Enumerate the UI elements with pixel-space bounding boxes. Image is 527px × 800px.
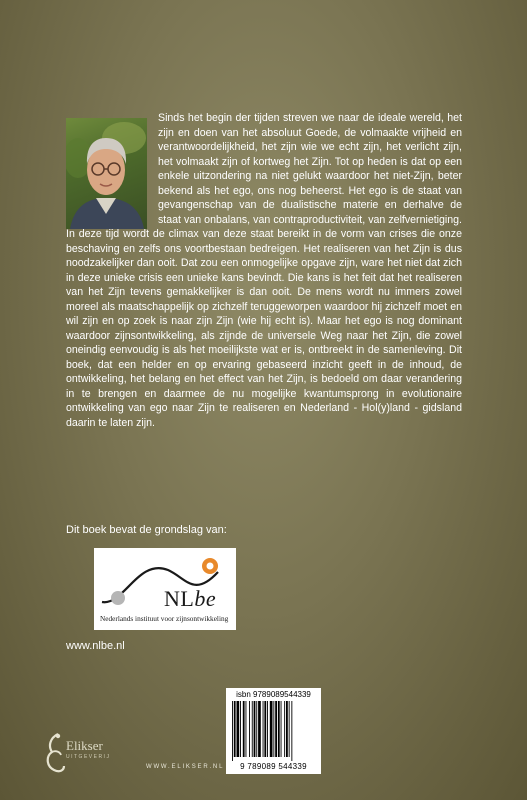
barcode-bar bbox=[267, 701, 268, 757]
logo-caption: Nederlands instituut voor zijnsontwikkeling bbox=[100, 614, 229, 623]
barcode-bar bbox=[256, 701, 257, 757]
logo-wordmark bbox=[164, 586, 216, 612]
barcode-bar bbox=[264, 701, 266, 757]
website-link[interactable]: www.nlbe.nl bbox=[66, 640, 125, 652]
barcode-bar bbox=[252, 701, 253, 757]
publisher-website[interactable]: WWW.ELIKSER.NL bbox=[146, 764, 225, 770]
back-cover-paragraph: Sinds het begin der tijden streven we naar de ideale wereld, het zijn en doen van het absoluut Goede, de volmaakte vrijheid en verantwoordelijkheid, het zijn wie we echt zijn, het verlicht zijn, het volmaakt zijn of kortweg het Zijn. Tot op heden is dat op een enkele uitzondering na niet gelukt waardoor het niet-Zijn, beter bekend als het ego, ons nog beheerst. Het ego is de staat van gevangenschap van de dualistische materie en derhalve de staat van onbalans, van contraproductiviteit, van zelfvernietiging. In deze tijd wordt de climax van deze staat bereikt in de vorm van crises die onze beschaving en zelfs ons voortbestaan bedreigen. Het realiseren van het Zijn is dus noodzakelijker dan ooit. Dat zou een onmogelijke opgave zijn, ware het niet dat zich in deze unieke crisis een unieke kans bevindt. Die kans is het feit dat het realiseren van het Zijn tevens gemakkelijker is dan ooit. De mens wordt nu immers zowel moreel als maatschappelijk op zichzelf teruggeworpen waardoor hij zichzelf moet en wil zijn en op zoek is naar zijn Zijn (wie hij echt is). Maar het ego is nog dominant waardoor zijnsontwikkeling, als zijnde de universele Weg naar het Zijn, die zowel oneindig eenvoudig is als het moeilijkste wat er is, ontbreekt in de samenleving. Dit boek, dat een helder en op ervaring gebaseerd inzicht geeft in de inhoud, de ontwikkeling, het belang en het effect van het Zijn, is bedoeld om daar verandering in te brengen en daarmee de nu mogelijke kwantumsprong in evolutionaire ontwikkeling van ego naar Zijn te realiseren en Nederland - Hol(y)land - gidsland daarin te laten zijn. bbox=[66, 112, 462, 429]
barcode-bar bbox=[263, 701, 264, 757]
publisher-name: Elikser bbox=[66, 738, 103, 753]
barcode-bar bbox=[254, 701, 256, 757]
barcode-bar bbox=[237, 701, 240, 757]
back-cover-text bbox=[66, 111, 462, 430]
isbn-barcode bbox=[226, 688, 321, 774]
isbn-digits: 9 789089 544339 bbox=[240, 762, 307, 771]
barcode-bar bbox=[286, 701, 288, 757]
nlbe-logo bbox=[94, 548, 236, 630]
barcode-bar bbox=[232, 701, 233, 761]
barcode-bar bbox=[249, 701, 250, 757]
photo-spacer bbox=[66, 111, 158, 227]
barcode-bar bbox=[234, 701, 236, 757]
publisher-subtitle: UITGEVERIJ bbox=[66, 754, 111, 760]
barcode-bars bbox=[232, 701, 315, 761]
foundation-intro: Dit boek bevat de grondslag van: bbox=[66, 524, 227, 536]
barcode-bar bbox=[258, 701, 261, 757]
logo-be-text: be bbox=[194, 586, 217, 611]
barcode-bar bbox=[291, 701, 292, 761]
barcode-bar bbox=[281, 701, 282, 757]
barcode-bar bbox=[243, 701, 245, 757]
elikser-logo-icon bbox=[44, 730, 66, 776]
barcode-bar bbox=[270, 701, 273, 757]
barcode-bar bbox=[246, 701, 247, 757]
logo-nl-text: NL bbox=[164, 586, 195, 611]
isbn-label: isbn 9789089544339 bbox=[236, 690, 311, 699]
barcode-bar bbox=[284, 701, 285, 757]
barcode-bar bbox=[240, 701, 241, 757]
barcode-bar bbox=[273, 701, 274, 757]
barcode-bar bbox=[289, 701, 290, 757]
barcode-bar bbox=[275, 701, 277, 757]
barcode-bar bbox=[278, 701, 280, 757]
